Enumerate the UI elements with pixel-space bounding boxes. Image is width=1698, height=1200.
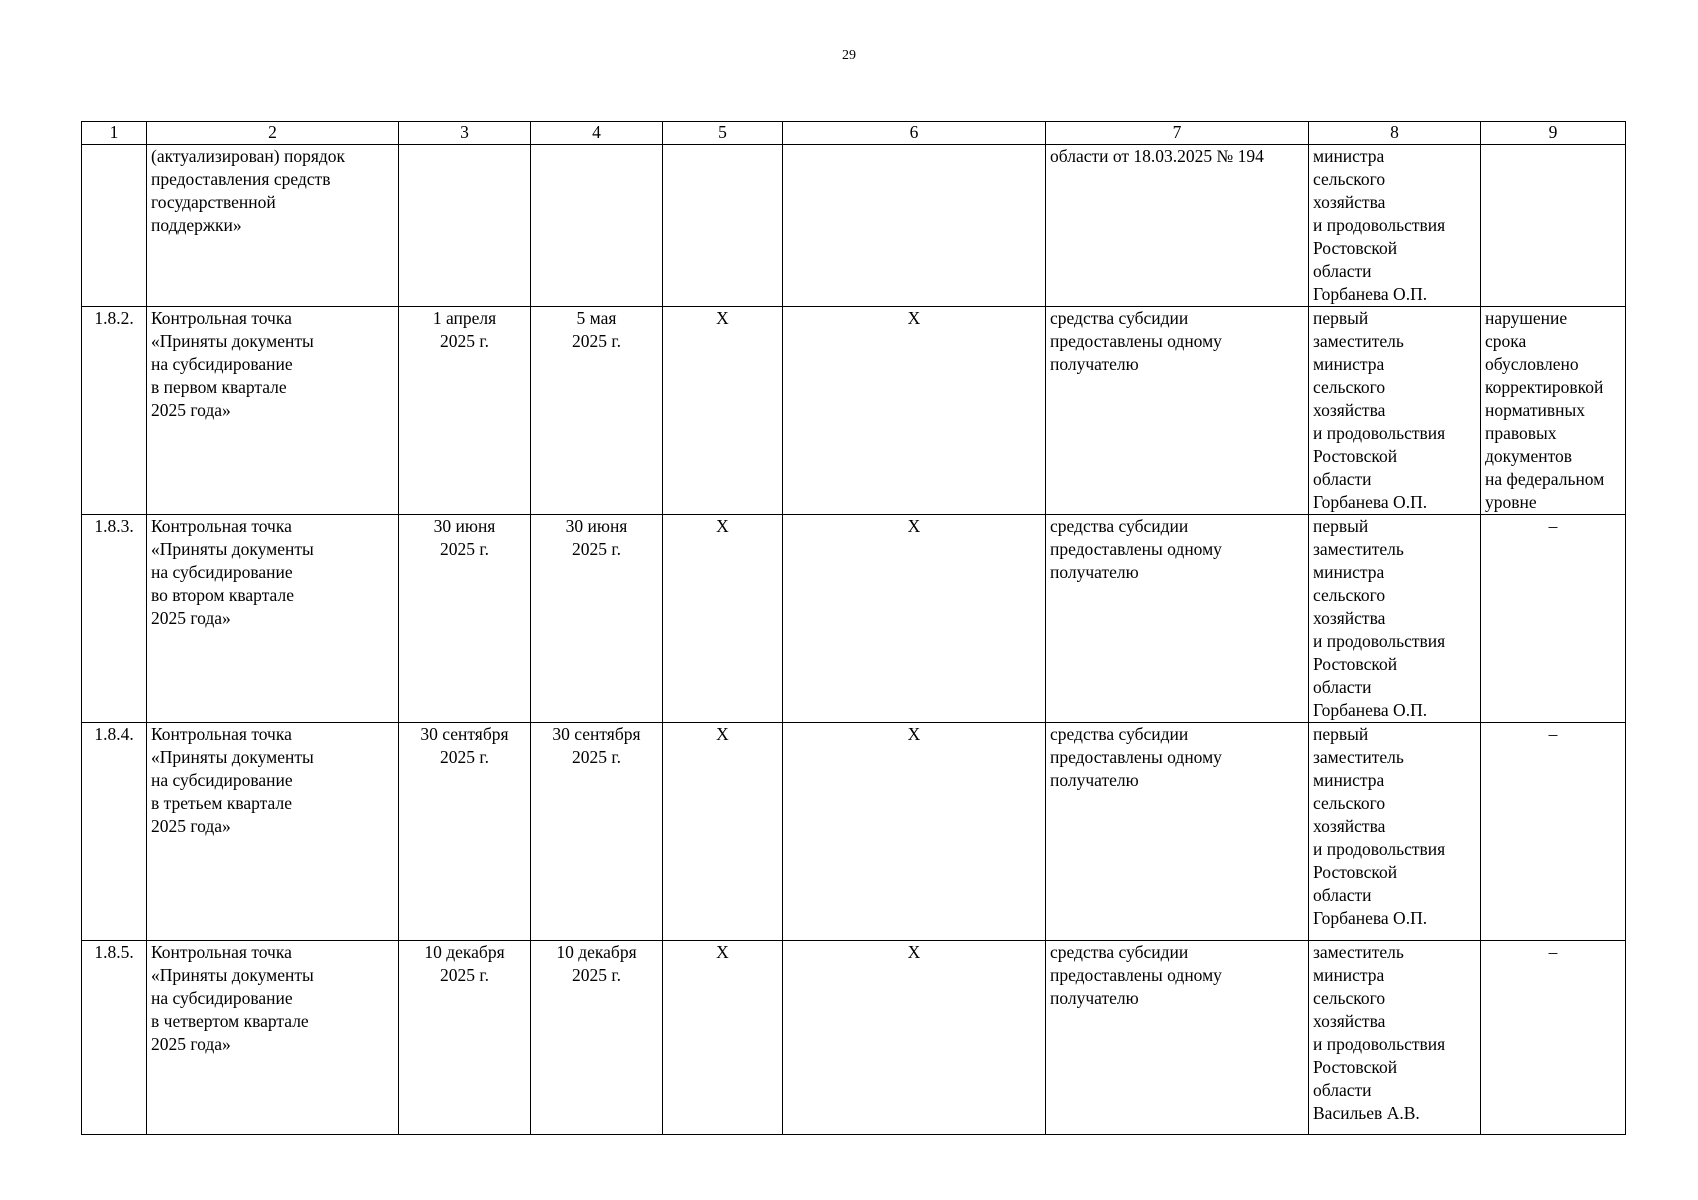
row-number [82, 145, 147, 307]
page-number: 29 [842, 48, 856, 63]
event-name: Контрольная точка «Приняты документы на субсидирование в четвертом квартале 2025 года» [147, 941, 399, 1135]
start-date: 10 декабря 2025 г. [399, 941, 531, 1135]
responsible-person: первый заместитель министра сельского хозяйства и продовольствия Ростовской области Горбанева О.П. [1309, 307, 1481, 515]
column-6-value [783, 145, 1046, 307]
col-header-9: 9 [1481, 122, 1626, 145]
column-6-value: Х [783, 307, 1046, 515]
col-header-1: 1 [82, 122, 147, 145]
result-text: области от 18.03.2025 № 194 [1046, 145, 1309, 307]
result-text: средства субсидии предоставлены одному получателю [1046, 307, 1309, 515]
result-text: средства субсидии предоставлены одному получателю [1046, 515, 1309, 723]
note-text [1481, 145, 1626, 307]
end-date: 30 июня 2025 г. [531, 515, 663, 723]
column-6-value: Х [783, 941, 1046, 1135]
column-6-value: Х [783, 723, 1046, 941]
event-name: (актуализирован) порядок предоставления средств государственной поддержки» [147, 145, 399, 307]
end-date: 30 сентября 2025 г. [531, 723, 663, 941]
responsible-person: первый заместитель министра сельского хозяйства и продовольствия Ростовской области Горбанева О.П. [1309, 515, 1481, 723]
column-5-value: Х [663, 515, 783, 723]
row-number: 1.8.5. [82, 941, 147, 1135]
column-5-value [663, 145, 783, 307]
col-header-6: 6 [783, 122, 1046, 145]
start-date [399, 145, 531, 307]
responsible-person: первый заместитель министра сельского хозяйства и продовольствия Ростовской области Горбанева О.П. [1309, 723, 1481, 941]
event-name: Контрольная точка «Приняты документы на субсидирование во втором квартале 2025 года» [147, 515, 399, 723]
column-5-value: Х [663, 723, 783, 941]
column-number-row [82, 122, 1626, 145]
end-date: 10 декабря 2025 г. [531, 941, 663, 1135]
column-5-value: Х [663, 307, 783, 515]
event-name: Контрольная точка «Приняты документы на субсидирование в третьем квартале 2025 года» [147, 723, 399, 941]
table-row [82, 307, 1626, 515]
end-date: 5 мая 2025 г. [531, 307, 663, 515]
table-row [82, 145, 1626, 307]
row-number: 1.8.4. [82, 723, 147, 941]
row-number: 1.8.3. [82, 515, 147, 723]
start-date: 30 сентября 2025 г. [399, 723, 531, 941]
col-header-3: 3 [399, 122, 531, 145]
col-header-8: 8 [1309, 122, 1481, 145]
col-header-4: 4 [531, 122, 663, 145]
start-date: 1 апреля 2025 г. [399, 307, 531, 515]
responsible-person: министра сельского хозяйства и продовольствия Ростовской области Горбанева О.П. [1309, 145, 1481, 307]
col-header-7: 7 [1046, 122, 1309, 145]
note-text: нарушение срока обусловлено корректировкой нормативных правовых документов на федеральном уровне [1481, 307, 1626, 515]
col-header-2: 2 [147, 122, 399, 145]
result-text: средства субсидии предоставлены одному получателю [1046, 941, 1309, 1135]
col-header-5: 5 [663, 122, 783, 145]
note-text: – [1481, 941, 1626, 1135]
column-5-value: Х [663, 941, 783, 1135]
table-row [82, 723, 1626, 941]
row-number: 1.8.2. [82, 307, 147, 515]
column-6-value: Х [783, 515, 1046, 723]
table-row [82, 515, 1626, 723]
note-text: – [1481, 723, 1626, 941]
result-text: средства субсидии предоставлены одному получателю [1046, 723, 1309, 941]
event-name: Контрольная точка «Приняты документы на субсидирование в первом квартале 2025 года» [147, 307, 399, 515]
table-row [82, 941, 1626, 1135]
start-date: 30 июня 2025 г. [399, 515, 531, 723]
end-date [531, 145, 663, 307]
note-text: – [1481, 515, 1626, 723]
responsible-person: заместитель министра сельского хозяйства и продовольствия Ростовской области Васильев А.В. [1309, 941, 1481, 1135]
report-table [81, 121, 1626, 1135]
